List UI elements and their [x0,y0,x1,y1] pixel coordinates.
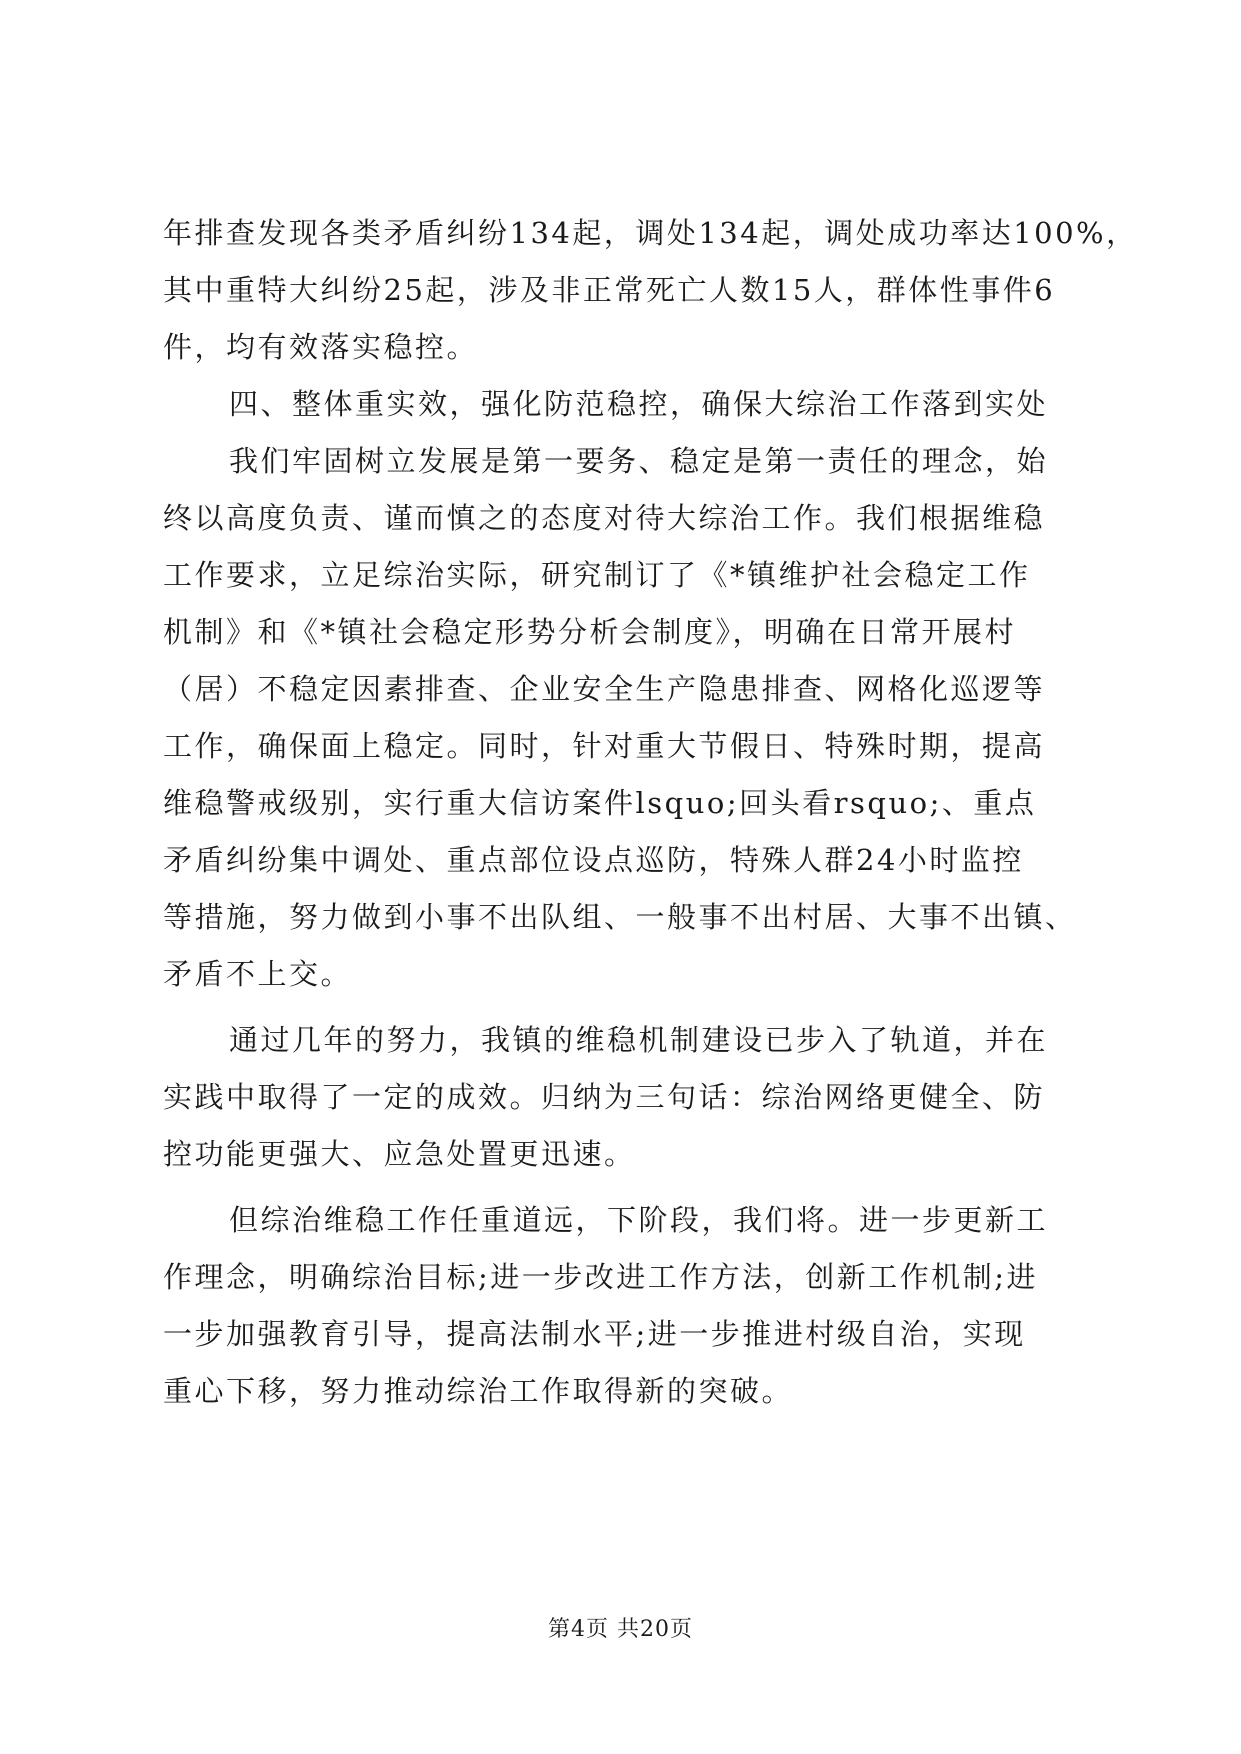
body-line: 工作，确保面上稳定。同时，针对重大节假日、特殊时期，提高 [163,729,1046,763]
body-line: 一步加强教育引导，提高法制水平;进一步推进村级自治，实现 [163,1317,1026,1351]
body-line: 工作要求，立足综治实际，研究制订了《*镇维护社会稳定工作 [163,558,1031,592]
page-number-footer: 第4页 共20页 [548,1617,693,1642]
body-line: 终以高度负责、谨而慎之的态度对待大综治工作。我们根据维稳 [163,501,1046,535]
body-line: 重心下移，努力推动综治工作取得新的突破。 [163,1374,794,1408]
body-line: 机制》和《*镇社会稳定形势分析会制度》，明确在日常开展村 [163,615,1017,649]
body-line: 通过几年的努力，我镇的维稳机制建设已步入了轨道，并在 [229,1023,1049,1057]
body-line: 矛盾纠纷集中调处、重点部位设点巡防，特殊人群24小时监控 [163,843,1024,877]
body-line: 我们牢固树立发展是第一要务、稳定是第一责任的理念，始 [229,444,1049,478]
body-line: 实践中取得了一定的成效。归纳为三句话：综治网络更健全、防 [163,1080,1046,1114]
body-line: 等措施，努力做到小事不出队组、一般事不出村居、大事不出镇、 [163,900,1077,934]
body-line: （居）不稳定因素排查、企业安全生产隐患排查、网格化巡逻等 [163,672,1046,706]
body-line: 矛盾不上交。 [163,957,353,991]
body-line: 件，均有效落实稳控。 [163,330,479,364]
body-line: 控功能更强大、应急处置更迅速。 [163,1137,636,1171]
body-line: 但综治维稳工作任重道远，下阶段，我们将。进一步更新工 [229,1203,1049,1237]
body-line: 年排查发现各类矛盾纠纷134起，调处134起，调处成功率达100%， [163,216,1138,250]
section-heading: 四、整体重实效，强化防范稳控，确保大综治工作落到实处 [229,387,1049,421]
body-line: 维稳警戒级别，实行重大信访案件lsquo;回头看rsquo;、重点 [163,786,1037,820]
body-line: 作理念，明确综治目标;进一步改进工作方法，创新工作机制;进 [163,1260,1039,1294]
body-line: 其中重特大纠纷25起，涉及非正常死亡人数15人，群体性事件6 [163,273,1056,307]
